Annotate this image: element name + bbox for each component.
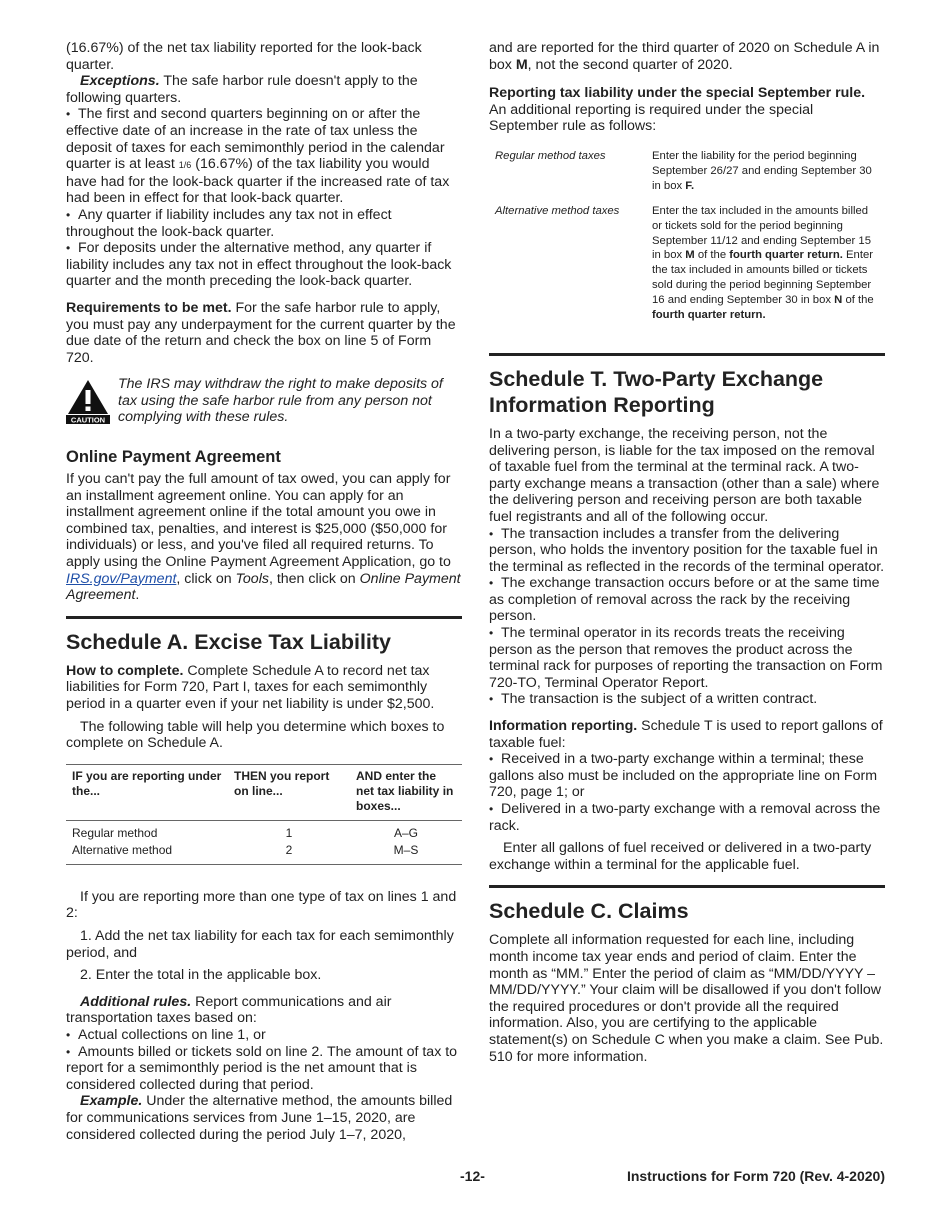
right-column: [489, 40, 885, 1065]
fraction: 1/6: [178, 160, 192, 171]
table-intro: The following table will help you determine which boxes to complete on Schedule A.: [66, 718, 445, 752]
exception-bullet-2: • Any quarter if liability includes any tax not in effect throughout the look-back quarter.: [66, 207, 462, 240]
online-payment-paragraph: [66, 471, 462, 604]
how-text: Complete Schedule A to record net tax liabilities for Form 720, Part I, taxes for each semimonthly period in a quarter even if your net liability is under $2,500.: [66, 662, 435, 712]
table-header-2: THEN you report on line...: [228, 764, 350, 820]
bullet1-text-b: (16.67%) of the tax liability you would have had for the look-back quarter if the increased rate of tax had been in effect for that look-back quarter.: [66, 156, 450, 207]
method-label: Regular method taxes: [495, 149, 606, 162]
schedule-c-paragraph: Complete all information requested for each line, including month income tax year ends and period of claim. Enter the month as “MM.” Enter the period of claim as “MM/DD/YYYY – MM/DD/YYYY.” Your claim will be disallowed if you don't follow the required procedures or don't provide all the required information. Also, you are certifying to the applicable statement(s) on Schedule C when you make a claim. See Pub. 510 for more information.: [489, 932, 884, 1065]
table-header-1: IF you are reporting under the...: [66, 764, 228, 820]
instr-bold: fourth quarter return.: [729, 249, 843, 262]
cont-text-a: and are reported for the third quarter of 2020 on Schedule A in box: [489, 40, 880, 73]
schedule-c-title: Schedule C. Claims: [489, 899, 689, 924]
september-rule-text: An additional reporting is required under the special September rule as follows:: [489, 101, 814, 135]
schedule-t-title: Schedule T. Two-Party Exchange Information Reporting: [489, 366, 824, 417]
additional-bullet-1: • Actual collections on line 1, or: [66, 1027, 462, 1044]
caution-icon: [66, 378, 110, 424]
table-cell: A–G: [393, 825, 418, 840]
table-cell: M–S: [350, 842, 462, 865]
example-heading: Example.: [80, 1093, 143, 1110]
how-to-complete-paragraph: [66, 663, 462, 713]
footer-title: Instructions for Form 720 (Rev. 4-2020): [626, 1168, 885, 1184]
additional-bullet-2: • Amounts billed or tickets sold on line 2. The amount of tax to report for a semimonthly period is the net amount that is considered collected during that period.: [66, 1044, 462, 1094]
info-bullet-2: • Delivered in a two-party exchange with a removal across the rack.: [489, 801, 885, 834]
example-paragraph: [66, 1093, 462, 1143]
method-instructions: [646, 149, 885, 204]
additional-rules-heading: Additional rules.: [80, 993, 192, 1010]
caution-note: [66, 376, 462, 426]
table-row: [489, 204, 885, 333]
caution-label: CAUTION: [70, 415, 106, 425]
instr-text: Enter the tax included in the amounts billed or tickets sold for the period beginning September 11/12 and ending September 15 in box: [652, 204, 871, 262]
exception-bullet-3: • For deposits under the alternative method, any quarter if liability includes any tax not in effect throughout the look-back quarter and the month preceding the look-back quarter.: [66, 240, 462, 290]
online-payment-title: Online Payment Agreement: [66, 448, 281, 467]
schedule-t-intro: In a two-party exchange, the receiving person, not the delivering person, is liable for the tax imposed on the removal of taxable fuel from the terminal at the terminal rack. A two-party exchange means a transaction (other than a sale) where the delivering person and receiving person are both taxable fuel registrants and all of the following occur.: [489, 425, 880, 525]
page-number: -12-: [460, 1168, 485, 1184]
information-reporting-text: Schedule T is used to report gallons of taxable fuel:: [489, 718, 883, 751]
table-cell: Regular method: [72, 825, 158, 840]
instr-bold: N: [834, 294, 843, 307]
schedule-t-bullet-1: • The transaction includes a transfer from the delivering person, who holds the inventory position for the taxable fuel in the terminal as reflected in the records of the terminal operator.: [489, 526, 885, 576]
method-label: Alternative method taxes: [495, 204, 620, 217]
september-rule-table: [489, 149, 885, 333]
instr-text: of the: [694, 249, 730, 262]
exceptions-text: The safe harbor rule doesn't apply to the following quarters.: [66, 73, 418, 106]
table-row: [66, 820, 462, 842]
info-bullet-1: • Received in a two-party exchange within a terminal; these gallons also must be included on the appropriate line on Form 720, page 1; or: [489, 751, 885, 801]
irs-payment-link[interactable]: IRS.gov/Payment: [66, 570, 177, 587]
schedule-t-bullet-2: • The exchange transaction occurs before or at the same time as completion of removal across the rack by the receiving person.: [489, 575, 885, 625]
left-column: [66, 40, 462, 1143]
additional-rules-paragraph: [66, 994, 462, 1027]
box-m: M: [515, 56, 528, 73]
bullet1-text-a: The first and second quarters beginning on or after the effective date of an increase in the rate of tax unless the deposit of taxes for each semimonthly period in the calendar quarter is at least: [66, 106, 445, 173]
instr-text: Enter the tax included in amounts billed or tickets sold during the period beginning September 16 and ending September 30 in box: [652, 249, 874, 307]
table-header-3: AND enter the net tax liability in boxes...: [350, 764, 462, 820]
intro-paragraph: (16.67%) of the net tax liability reported for the look-back quarter.: [66, 40, 422, 73]
method-instructions: [646, 204, 885, 333]
september-rule-paragraph: [489, 85, 885, 135]
september-rule-heading: Reporting tax liability under the special September rule.: [489, 85, 866, 102]
continued-paragraph: [489, 40, 885, 73]
schedule-t-bullet-4: • The transaction is the subject of a written contract.: [489, 691, 885, 708]
opa-text-c: , then click on: [268, 570, 360, 587]
requirements-text: For the safe harbor rule to apply, you must pay any underpayment for the current quarter by the due date of the return and check the box on line 5 of Form 720.: [66, 299, 456, 366]
opa-text-a: If you can't pay the full amount of tax owed, you can apply for an installment agreement online. You can apply for an installment agreement online if the total amount you owe in combined tax, penalties, and interest is $25,000 ($50,000 for individuals) or less, and you've filed all required returns. To apply using the Online Payment Agreement Application, go to: [66, 471, 451, 571]
example-text: Under the alternative method, the amounts billed for communications services from June 1–15, 2020, are considered collected during the period July 1–7, 2020,: [66, 1093, 453, 1143]
schedule-a-title: Schedule A. Excise Tax Liability: [66, 629, 392, 654]
exceptions-heading: Exceptions.: [80, 73, 160, 90]
step-1: 1. Add the net tax liability for each tax for each semimonthly period, and: [66, 927, 454, 961]
cont-text-b: , not the second quarter of 2020.: [527, 56, 733, 73]
opa-tools: Tools: [235, 570, 269, 587]
instr-bold: fourth quarter return.: [652, 309, 766, 322]
step-2: 2. Enter the total in the applicable box.: [80, 967, 322, 984]
opa-text-d: .: [135, 587, 140, 604]
information-reporting-heading: Information reporting.: [489, 718, 638, 735]
section-divider: [66, 616, 462, 619]
opa-agreement: Online Payment Agreement: [66, 570, 461, 604]
caution-text: The IRS may withdraw the right to make deposits of tax using the safe harbor rule from any person not complying with these rules.: [118, 376, 443, 426]
multi-tax-intro: If you are reporting more than one type of tax on lines 1 and 2:: [66, 888, 457, 922]
requirements-paragraph: [66, 300, 462, 366]
exceptions-paragraph: [66, 73, 462, 106]
information-reporting-paragraph: [489, 718, 885, 751]
gallons-paragraph: Enter all gallons of fuel received or delivered in a two-party exchange within a terminal for the applicable fuel.: [489, 840, 872, 873]
table-row: [66, 842, 462, 865]
additional-rules-text: Report communications and air transportation taxes based on:: [66, 993, 392, 1027]
schedule-a-table: [66, 764, 462, 865]
requirements-heading: Requirements to be met.: [66, 299, 232, 316]
table-row: [489, 149, 885, 204]
table-cell: 2: [228, 842, 350, 865]
table-cell: 1: [285, 825, 293, 840]
instr-text: Enter the liability for the period beginning September 26/27 and ending September 30 in box: [652, 149, 872, 192]
section-divider: [489, 885, 885, 888]
instr-bold: M: [685, 249, 695, 262]
instr-bold: F.: [685, 179, 695, 192]
table-cell: Alternative method: [66, 842, 228, 865]
how-heading: How to complete.: [66, 662, 184, 679]
schedule-t-bullet-3: • The terminal operator in its records treats the receiving person as the person that removes the product across the terminal rack for purposes of reporting the transaction on Form 720-TO, Terminal Operator Report.: [489, 625, 885, 691]
opa-text-b: , click on: [176, 570, 236, 587]
exception-bullet-1: [66, 106, 462, 207]
section-divider: [489, 353, 885, 356]
instr-text: of the: [842, 294, 874, 307]
